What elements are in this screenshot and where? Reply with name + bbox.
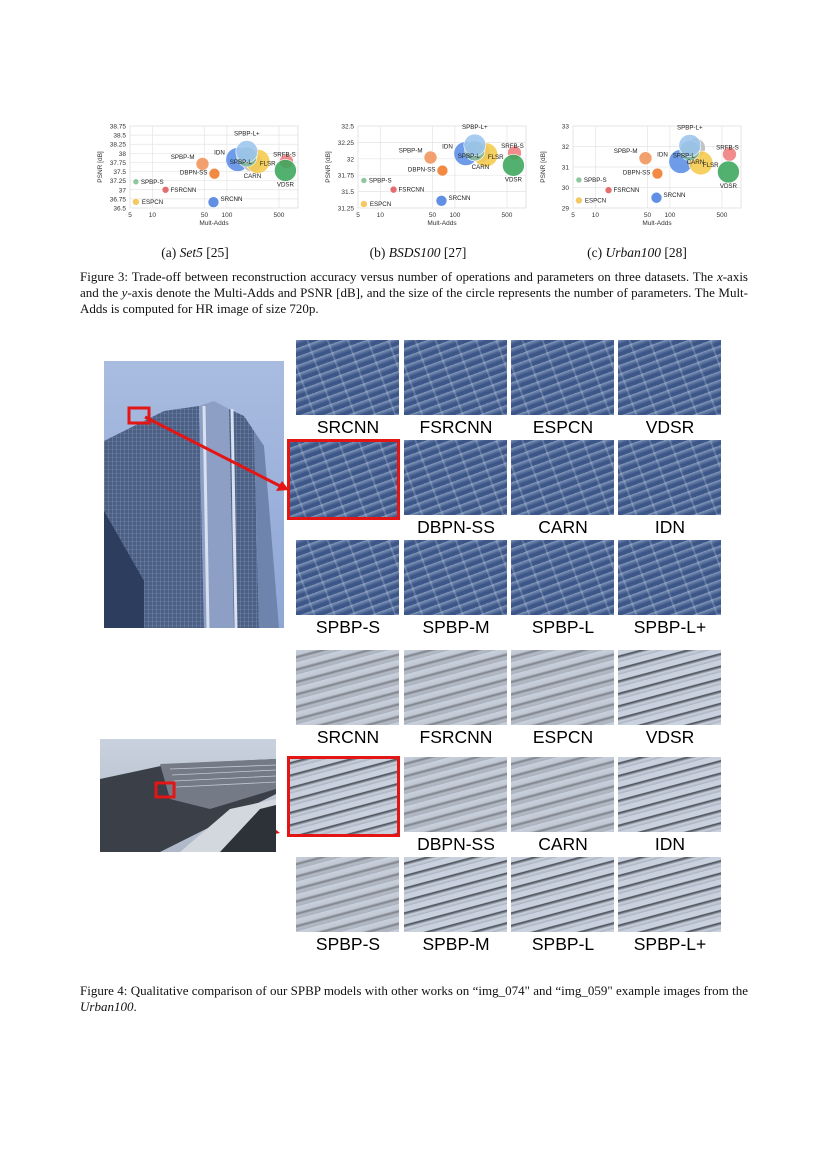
subcaption-a: (a) Set5 [25]	[161, 245, 229, 260]
y-tick-label: 37.25	[109, 178, 126, 186]
result-tile	[296, 650, 399, 725]
point-label: SRCNN	[448, 194, 471, 202]
point-label: SPBP-S	[368, 177, 392, 185]
point-label: VDSR	[276, 181, 295, 189]
result-tile	[511, 340, 614, 415]
point-label: SPBP-L	[457, 152, 480, 160]
y-tick-label: 31	[561, 164, 569, 172]
x-tick-label: 50	[643, 212, 652, 219]
result-tile	[618, 340, 721, 415]
point-label: DBPN-SS	[622, 169, 651, 177]
tile-label: SRCNN	[316, 417, 380, 437]
x-axis-label: Mult-Adds	[642, 220, 672, 227]
tile-label: SPBP-L+	[633, 617, 707, 637]
result-tile	[404, 857, 507, 932]
point-label: DBPN-SS	[179, 169, 208, 177]
tile-label: FSRCNN	[419, 417, 493, 437]
source-image-building-b	[100, 739, 276, 852]
point-label: DBPN-SS	[407, 166, 436, 174]
point-label: SPBP-L	[672, 152, 695, 160]
point-label: SRFB-S	[501, 142, 524, 150]
point-label: ESPCN	[141, 198, 164, 206]
point-label: FLSR	[487, 153, 504, 161]
tile-label: VDSR	[645, 727, 695, 747]
y-tick-label: 37	[118, 187, 126, 195]
result-tile	[296, 340, 399, 415]
point-label: SRFB-S	[716, 144, 739, 152]
x-axis-label: Mult-Adds	[199, 220, 229, 227]
tile-label: SPBP-S	[315, 934, 381, 954]
tile-label: DBPN-SS	[417, 834, 495, 854]
point-label: IDN	[657, 151, 668, 159]
y-tick-label: 38.5	[113, 132, 126, 140]
point-label: SPBP-S	[140, 178, 164, 186]
tile-label: SPBP-S	[315, 617, 381, 637]
x-tick-label: 5	[356, 212, 360, 219]
point-label: CARN	[686, 159, 705, 167]
point-label: SRCNN	[663, 191, 686, 199]
point-label: IDN	[442, 143, 453, 151]
result-tile	[511, 650, 614, 725]
y-tick-label: 36.75	[109, 196, 126, 204]
result-tile	[404, 340, 507, 415]
point-label: FSRCNN	[398, 186, 425, 194]
arrow-line-a	[145, 417, 282, 487]
y-tick-label: 38.25	[109, 141, 126, 149]
y-tick-label: 32	[346, 156, 354, 164]
y-tick-label: 31.25	[337, 205, 354, 213]
y-tick-label: 32	[561, 144, 569, 151]
tile-label: FSRCNN	[419, 727, 493, 747]
point-label: SPBP-L	[229, 158, 252, 166]
y-tick-label: 32.5	[341, 123, 354, 131]
tile-label: SPBP-M	[422, 934, 490, 954]
point-label: SRFB-S	[273, 151, 296, 159]
subcaption-b: (b) BSDS100 [27]	[369, 245, 467, 260]
result-tile	[296, 540, 399, 615]
point-label: VDSR	[719, 182, 738, 190]
result-tile	[404, 757, 507, 832]
x-tick-label: 500	[273, 212, 285, 219]
x-tick-label: 50	[428, 212, 437, 219]
y-axis-label: PSNR [dB]	[325, 151, 332, 183]
point-label: SPBP-M	[613, 148, 638, 156]
tile-label: DBPN-SS	[417, 517, 495, 537]
tile-label: IDN	[654, 517, 686, 537]
point-label: IDN	[214, 149, 225, 157]
result-tile	[511, 857, 614, 932]
figure4-caption: Figure 4: Qualitative comparison of our SPBP models with other works on “img_074" and “img_059" example images from the Urban100.	[80, 983, 748, 1014]
ground-truth-tile	[288, 440, 399, 519]
result-tile	[511, 540, 614, 615]
point-label: FSRCNN	[613, 187, 640, 195]
point-label: FLSR	[702, 161, 719, 169]
tile-label: CARN	[538, 517, 588, 537]
tile-label: SRCNN	[316, 727, 380, 747]
y-tick-label: 29	[561, 205, 569, 213]
x-tick-label: 10	[591, 212, 600, 219]
point-label: SPBP-L+	[677, 124, 703, 132]
x-tick-label: 100	[449, 212, 461, 219]
result-tile	[618, 440, 721, 515]
point-label: VDSR	[504, 176, 523, 184]
point-label: CARN	[471, 163, 490, 171]
result-tile	[404, 540, 507, 615]
result-tile	[404, 440, 507, 515]
result-tile	[511, 440, 614, 515]
tile-label: SPBP-L	[531, 934, 595, 954]
result-tile	[511, 757, 614, 832]
tile-label: VDSR	[645, 417, 695, 437]
ground-truth-tile	[288, 757, 399, 836]
point-label: CARN	[243, 173, 262, 181]
tile-label: SPBP-L+	[633, 934, 707, 954]
result-tile	[618, 857, 721, 932]
subcaption-c: (c) Urban100 [28]	[587, 245, 687, 260]
y-tick-label: 31.75	[337, 172, 354, 180]
x-tick-label: 5	[571, 212, 575, 219]
result-tile	[404, 650, 507, 725]
x-tick-label: 500	[716, 212, 728, 219]
point-label: FLSR	[259, 160, 276, 168]
y-tick-label: 38.75	[109, 123, 126, 131]
x-tick-label: 100	[664, 212, 676, 219]
result-tile	[296, 857, 399, 932]
tile-label: ESPCN	[532, 417, 594, 437]
y-axis-label: PSNR [dB]	[540, 151, 547, 183]
result-tile	[618, 540, 721, 615]
point-label: SPBP-S	[583, 176, 607, 184]
tile-label: IDN	[654, 834, 686, 854]
point-label: ESPCN	[584, 197, 607, 205]
x-tick-label: 10	[376, 212, 385, 219]
tile-label: ESPCN	[532, 727, 594, 747]
tile-label: CARN	[538, 834, 588, 854]
y-axis-label: PSNR [dB]	[97, 151, 104, 183]
point-label: SRCNN	[220, 196, 243, 204]
x-tick-label: 50	[200, 212, 209, 219]
building-illustration	[100, 739, 276, 852]
result-tile	[618, 650, 721, 725]
point-label: SPBP-M	[398, 147, 423, 155]
y-tick-label: 32.25	[337, 139, 354, 147]
figure3-caption: Figure 3: Trade-off between reconstruction accuracy versus number of operations and parameters on three datasets. The x-axis and the y-axis denote the Multi-Adds and PSNR [dB], and the size of the circle represents the number of parameters. The Mult-Adds is computed for HR image of size 720p.	[80, 269, 748, 316]
result-tile	[618, 757, 721, 832]
point-label: SPBP-M	[170, 153, 195, 161]
x-axis-label: Mult-Adds	[427, 220, 457, 227]
x-tick-label: 100	[221, 212, 233, 219]
x-tick-label: 5	[128, 212, 132, 219]
point-label: ESPCN	[369, 201, 392, 209]
point-label: FSRCNN	[170, 186, 197, 194]
tile-label: SPBP-L	[531, 617, 595, 637]
y-tick-label: 38	[118, 150, 126, 158]
y-tick-label: 31.5	[341, 189, 354, 197]
tile-label: SPBP-M	[422, 617, 490, 637]
y-tick-label: 33	[561, 123, 569, 131]
point-label: SPBP-L+	[462, 124, 488, 132]
x-tick-label: 10	[148, 212, 157, 219]
y-tick-label: 30	[561, 185, 569, 192]
x-tick-label: 500	[501, 212, 513, 219]
point-label: SPBP-L+	[234, 130, 260, 138]
y-tick-label: 37.5	[113, 169, 126, 177]
y-tick-label: 37.75	[109, 159, 126, 167]
y-tick-label: 36.5	[113, 205, 126, 213]
